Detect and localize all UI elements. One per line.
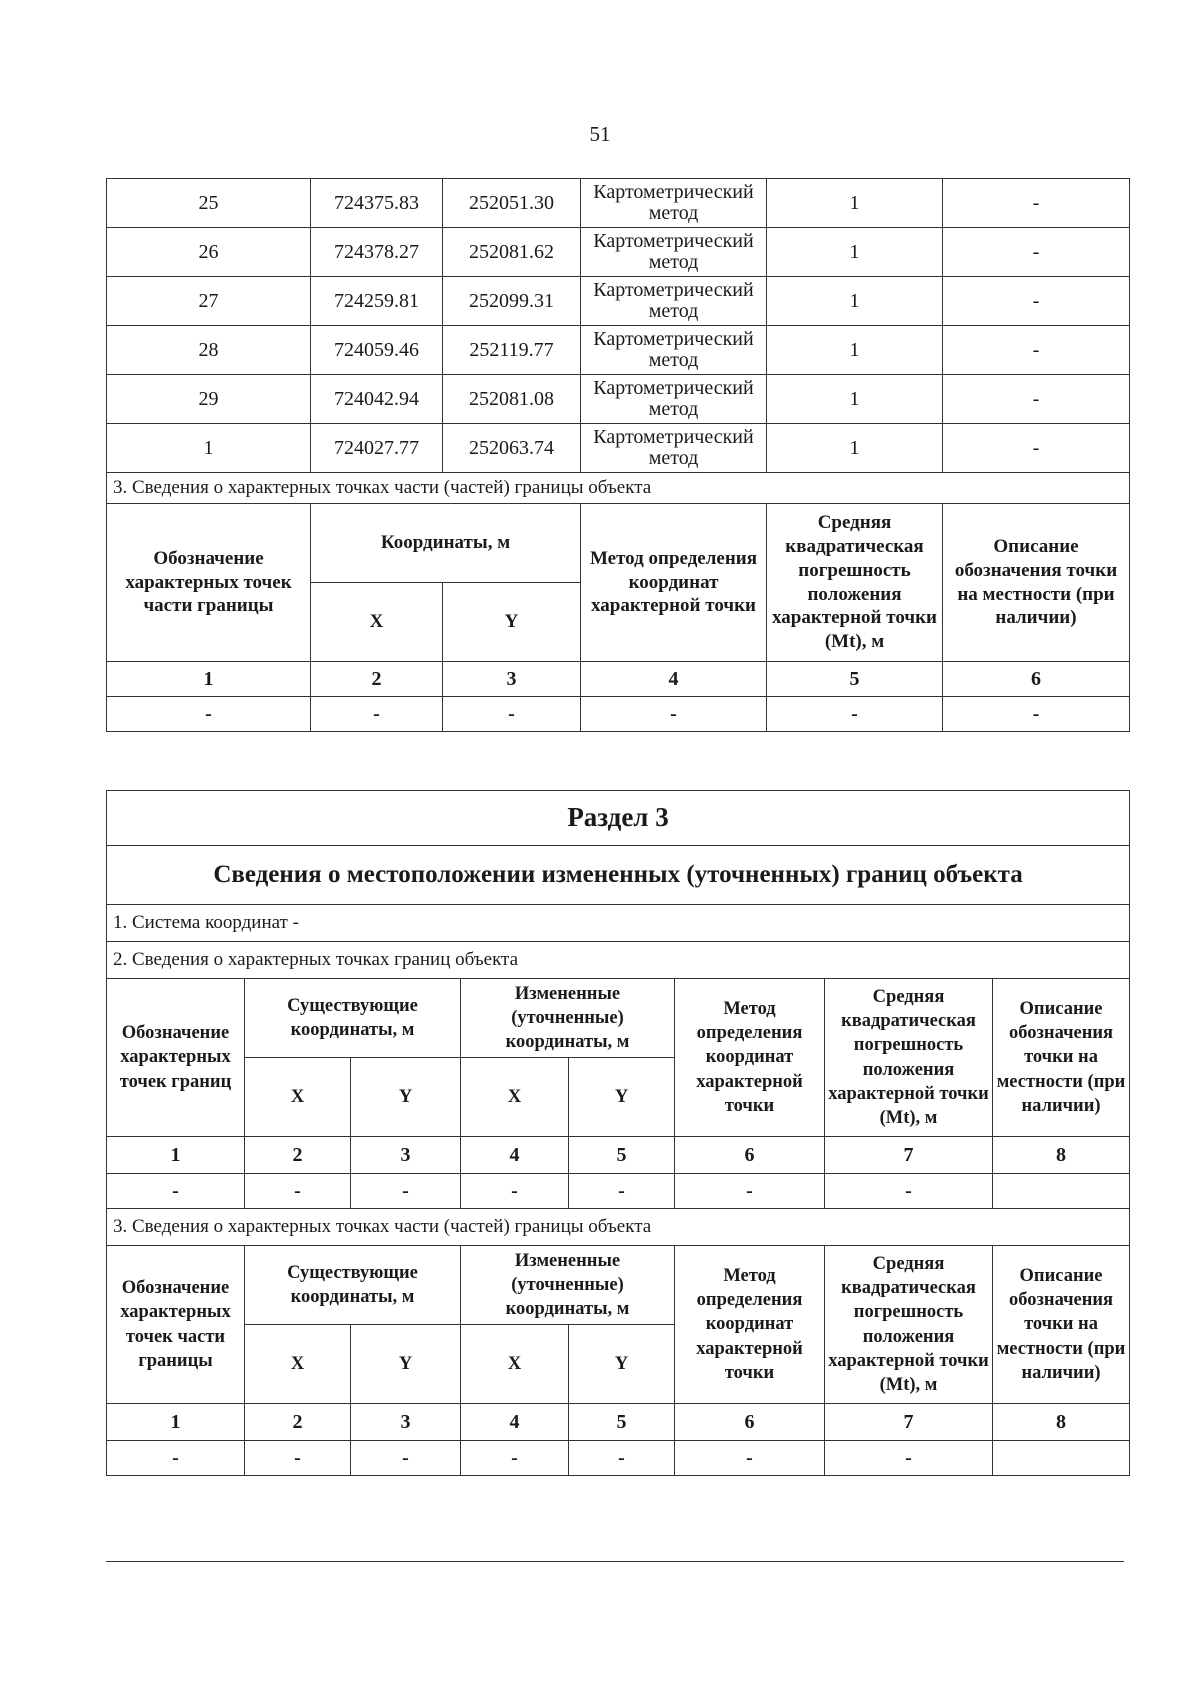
header-existing: Существующие координаты, м <box>245 1246 461 1325</box>
column-numbers-row: 1 2 3 4 5 6 <box>107 662 1130 697</box>
header-error: Средняя квадратическая погрешность положения характерной точки (Mt), м <box>825 1246 993 1404</box>
table-row: 27 724259.81 252099.31 Картометрический метод 1 - <box>107 277 1130 326</box>
header-x: X <box>245 1058 351 1137</box>
header-existing: Существующие координаты, м <box>245 979 461 1058</box>
header-changed: Измененные (уточненные) координаты, м <box>461 1246 675 1325</box>
section-caption: 2. Сведения о характерных точках границ объекта <box>107 942 1130 979</box>
page-number: 51 <box>589 122 611 146</box>
boundary-points-table <box>106 178 1130 732</box>
header-changed: Измененные (уточненные) координаты, м <box>461 979 675 1058</box>
header-x: X <box>461 1058 569 1137</box>
table-row: 29 724042.94 252081.08 Картометрический метод 1 - <box>107 375 1130 424</box>
section-title: Раздел 3 <box>107 791 1130 846</box>
header-row <box>107 1246 1130 1325</box>
header-y: Y <box>569 1058 675 1137</box>
section3-table <box>106 790 1130 1476</box>
table-row: - - - - - - - <box>107 1174 1130 1209</box>
header-error: Средняя квадратическая погрешность положения характерной точки (Mt), м <box>825 979 993 1137</box>
section-caption: 3. Сведения о характерных точках части (частей) границы объекта <box>107 1209 1130 1246</box>
header-designation: Обозначение характерных точек части границы <box>107 504 311 662</box>
coord-system-row <box>107 905 1130 942</box>
section-caption: 3. Сведения о характерных точках части (частей) границы объекта <box>107 473 1130 504</box>
header-desc: Описание обозначения точки на местности (при наличии) <box>943 504 1130 662</box>
header-x: X <box>461 1325 569 1404</box>
header-desc: Описание обозначения точки на местности (при наличии) <box>993 1246 1130 1404</box>
table-row: - - - - - - - <box>107 1441 1130 1476</box>
header-method: Метод определения координат характерной точки <box>675 979 825 1137</box>
section-title-row <box>107 791 1130 846</box>
header-desc: Описание обозначения точки на местности (при наличии) <box>993 979 1130 1137</box>
header-row <box>107 979 1130 1058</box>
table-row: - - - - - - <box>107 697 1130 732</box>
header-error: Средняя квадратическая погрешность положения характерной точки (Mt), м <box>767 504 943 662</box>
header-y: Y <box>351 1325 461 1404</box>
header-x: X <box>311 583 443 662</box>
header-row <box>107 504 1130 583</box>
section-subtitle: Сведения о местоположении измененных (уточненных) границ объекта <box>107 846 1130 905</box>
header-x: X <box>245 1325 351 1404</box>
table-row: 25 724375.83 252051.30 Картометрический метод 1 - <box>107 179 1130 228</box>
header-y: Y <box>569 1325 675 1404</box>
header-designation: Обозначение характерных точек части границы <box>107 1246 245 1404</box>
column-numbers-row: 1 2 3 4 5 6 7 8 <box>107 1137 1130 1174</box>
header-designation: Обозначение характерных точек границ <box>107 979 245 1137</box>
bottom-divider <box>106 1561 1124 1562</box>
header-y: Y <box>351 1058 461 1137</box>
table-row: 28 724059.46 252119.77 Картометрический метод 1 - <box>107 326 1130 375</box>
table-row: 1 724027.77 252063.74 Картометрический метод 1 - <box>107 424 1130 473</box>
header-y: Y <box>443 583 581 662</box>
header-method: Метод определения координат характерной точки <box>581 504 767 662</box>
table-row: 26 724378.27 252081.62 Картометрический метод 1 - <box>107 228 1130 277</box>
section-subtitle-row <box>107 846 1130 905</box>
header-coords: Координаты, м <box>311 504 581 583</box>
coord-system: 1. Система координат - <box>107 905 1130 942</box>
header-method: Метод определения координат характерной точки <box>675 1246 825 1404</box>
column-numbers-row: 1 2 3 4 5 6 7 8 <box>107 1404 1130 1441</box>
